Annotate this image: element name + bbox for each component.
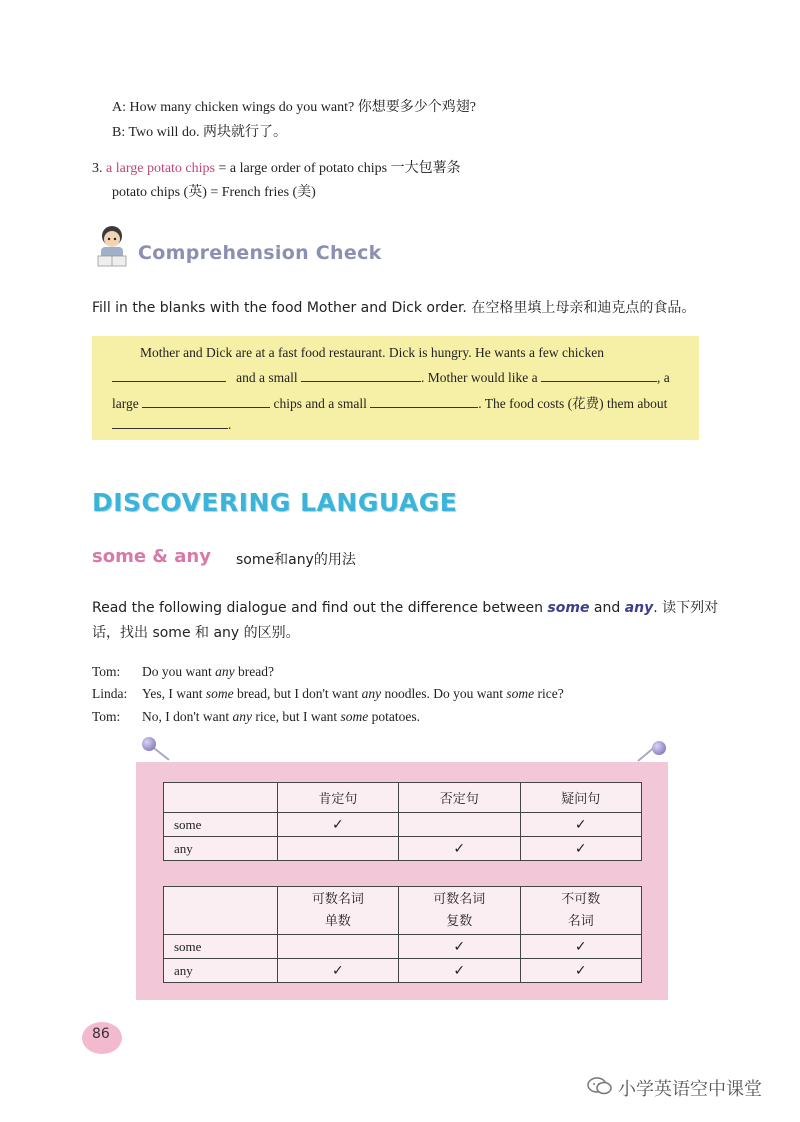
pin-icon <box>142 737 156 751</box>
dialogue-keyword: some <box>205 686 234 701</box>
passage-line3 <box>112 392 667 412</box>
comprehension-instruction: Fill in the blanks with the food Mother and Dick order. 在空格里填上母亲和迪克点的食品。 <box>92 300 696 316</box>
check-cell: ✓ <box>399 837 520 861</box>
table-header <box>399 887 520 935</box>
note3-number: 3. <box>92 161 103 176</box>
dialogue-keyword: any <box>361 686 382 701</box>
wechat-icon <box>586 1076 614 1096</box>
check-cell: ✓ <box>520 837 641 861</box>
dialogue-text: potatoes. <box>368 709 421 724</box>
table-row <box>164 837 642 861</box>
check-cell <box>277 837 398 861</box>
passage-text: chips and a small <box>273 396 367 411</box>
instruction-text: Read the following dialogue and find out the difference between <box>92 600 543 616</box>
dialogue-text: rice? <box>534 686 564 701</box>
instruction-text: . 读下列对 <box>653 600 719 616</box>
check-cell: ✓ <box>520 813 641 837</box>
table-header: 肯定句 <box>277 783 398 813</box>
dialogue-text: Do you want <box>142 664 216 679</box>
section-title: DISCOVERING LANGUAGE <box>92 488 458 517</box>
speaker: Tom: <box>92 709 121 724</box>
passage-text: , a <box>656 370 670 385</box>
row-label: some <box>164 935 278 959</box>
table-row <box>164 813 642 837</box>
keyword-any: any <box>624 600 654 616</box>
table-row <box>164 959 642 983</box>
passage-text: large <box>112 396 139 411</box>
header-line: 不可数 <box>561 891 601 907</box>
some-any-subtitle: some和any的用法 <box>236 552 356 568</box>
passage-line1: Mother and Dick are at a fast food restaurant. Dick is hungry. He wants a few chicken <box>140 345 604 360</box>
blank-1[interactable] <box>112 369 226 382</box>
dialogue-text: rice, but I want <box>252 709 341 724</box>
header-line: 可数名词 <box>433 891 486 907</box>
noun-type-table <box>163 886 642 983</box>
header-line: 名词 <box>567 913 594 929</box>
instruction-text: and <box>593 600 621 616</box>
blank-2[interactable] <box>301 369 421 382</box>
note3-term: a large potato chips <box>106 161 215 176</box>
some-any-title: some & any <box>92 546 211 567</box>
blank-5[interactable] <box>370 395 478 408</box>
table-header <box>520 887 641 935</box>
table-header <box>277 887 398 935</box>
passage-text: . The food costs (花费) them about <box>478 396 668 411</box>
table-header: 疑问句 <box>520 783 641 813</box>
table-header <box>164 887 278 935</box>
row-label: some <box>164 813 278 837</box>
passage-text: . Mother would like a <box>420 370 538 385</box>
dialogue-keyword: some <box>506 686 535 701</box>
check-cell: ✓ <box>277 959 398 983</box>
keyword-some: some <box>547 600 590 616</box>
check-cell: ✓ <box>520 959 641 983</box>
check-cell: ✓ <box>277 813 398 837</box>
pin-icon <box>652 741 666 755</box>
dialogue-keyword: any <box>232 709 253 724</box>
table-row <box>164 935 642 959</box>
student-reading-icon <box>92 222 132 272</box>
header-line: 可数名词 <box>311 891 364 907</box>
note3-definition: = a large order of potato chips 一大包薯条 <box>218 161 461 176</box>
dialogue-keyword: some <box>340 709 369 724</box>
dialogue-line <box>92 709 420 725</box>
check-cell <box>277 935 398 959</box>
dialogue-line <box>92 664 274 680</box>
blank-6[interactable] <box>112 416 228 429</box>
note-a-line: A: How many chicken wings do you want? 你想要多少个鸡翅? <box>112 100 476 115</box>
passage-text: . <box>228 417 232 432</box>
dialogue-text: noodles. Do you want <box>381 686 507 701</box>
dialogue-line <box>92 686 564 702</box>
instruction2-line1 <box>92 597 718 617</box>
check-cell: ✓ <box>399 935 520 959</box>
passage-line2 <box>112 369 670 386</box>
check-cell: ✓ <box>520 935 641 959</box>
sentence-type-table <box>163 782 642 861</box>
row-label: any <box>164 959 278 983</box>
dialogue-text: bread, but I don't want <box>233 686 362 701</box>
dialogue-text: bread? <box>234 664 274 679</box>
check-cell <box>399 813 520 837</box>
table-header: 否定句 <box>399 783 520 813</box>
dialogue-keyword: any <box>215 664 235 679</box>
row-label: any <box>164 837 278 861</box>
page-number: 86 <box>92 1026 110 1042</box>
header-line: 单数 <box>324 913 351 929</box>
instruction2-line2: 话，找出 some 和 any 的区别。 <box>92 625 300 641</box>
note3-line2: potato chips (英) = French fries (美) <box>112 185 316 200</box>
dialogue-text: Yes, I want <box>142 686 206 701</box>
dialogue-text: No, I don't want <box>142 709 233 724</box>
table-header <box>164 783 278 813</box>
check-cell: ✓ <box>399 959 520 983</box>
speaker: Tom: <box>92 664 121 679</box>
note-b-line: B: Two will do. 两块就行了。 <box>112 125 287 140</box>
blank-4[interactable] <box>142 395 270 408</box>
comprehension-title: Comprehension Check <box>138 242 382 264</box>
note3-line1 <box>92 157 461 177</box>
blank-3[interactable] <box>541 369 657 382</box>
speaker: Linda: <box>92 686 128 701</box>
passage-line4 <box>112 416 231 433</box>
passage-text: and a small <box>236 370 298 385</box>
header-line: 复数 <box>446 913 473 929</box>
watermark-text: 小学英语空中课堂 <box>618 1079 762 1100</box>
